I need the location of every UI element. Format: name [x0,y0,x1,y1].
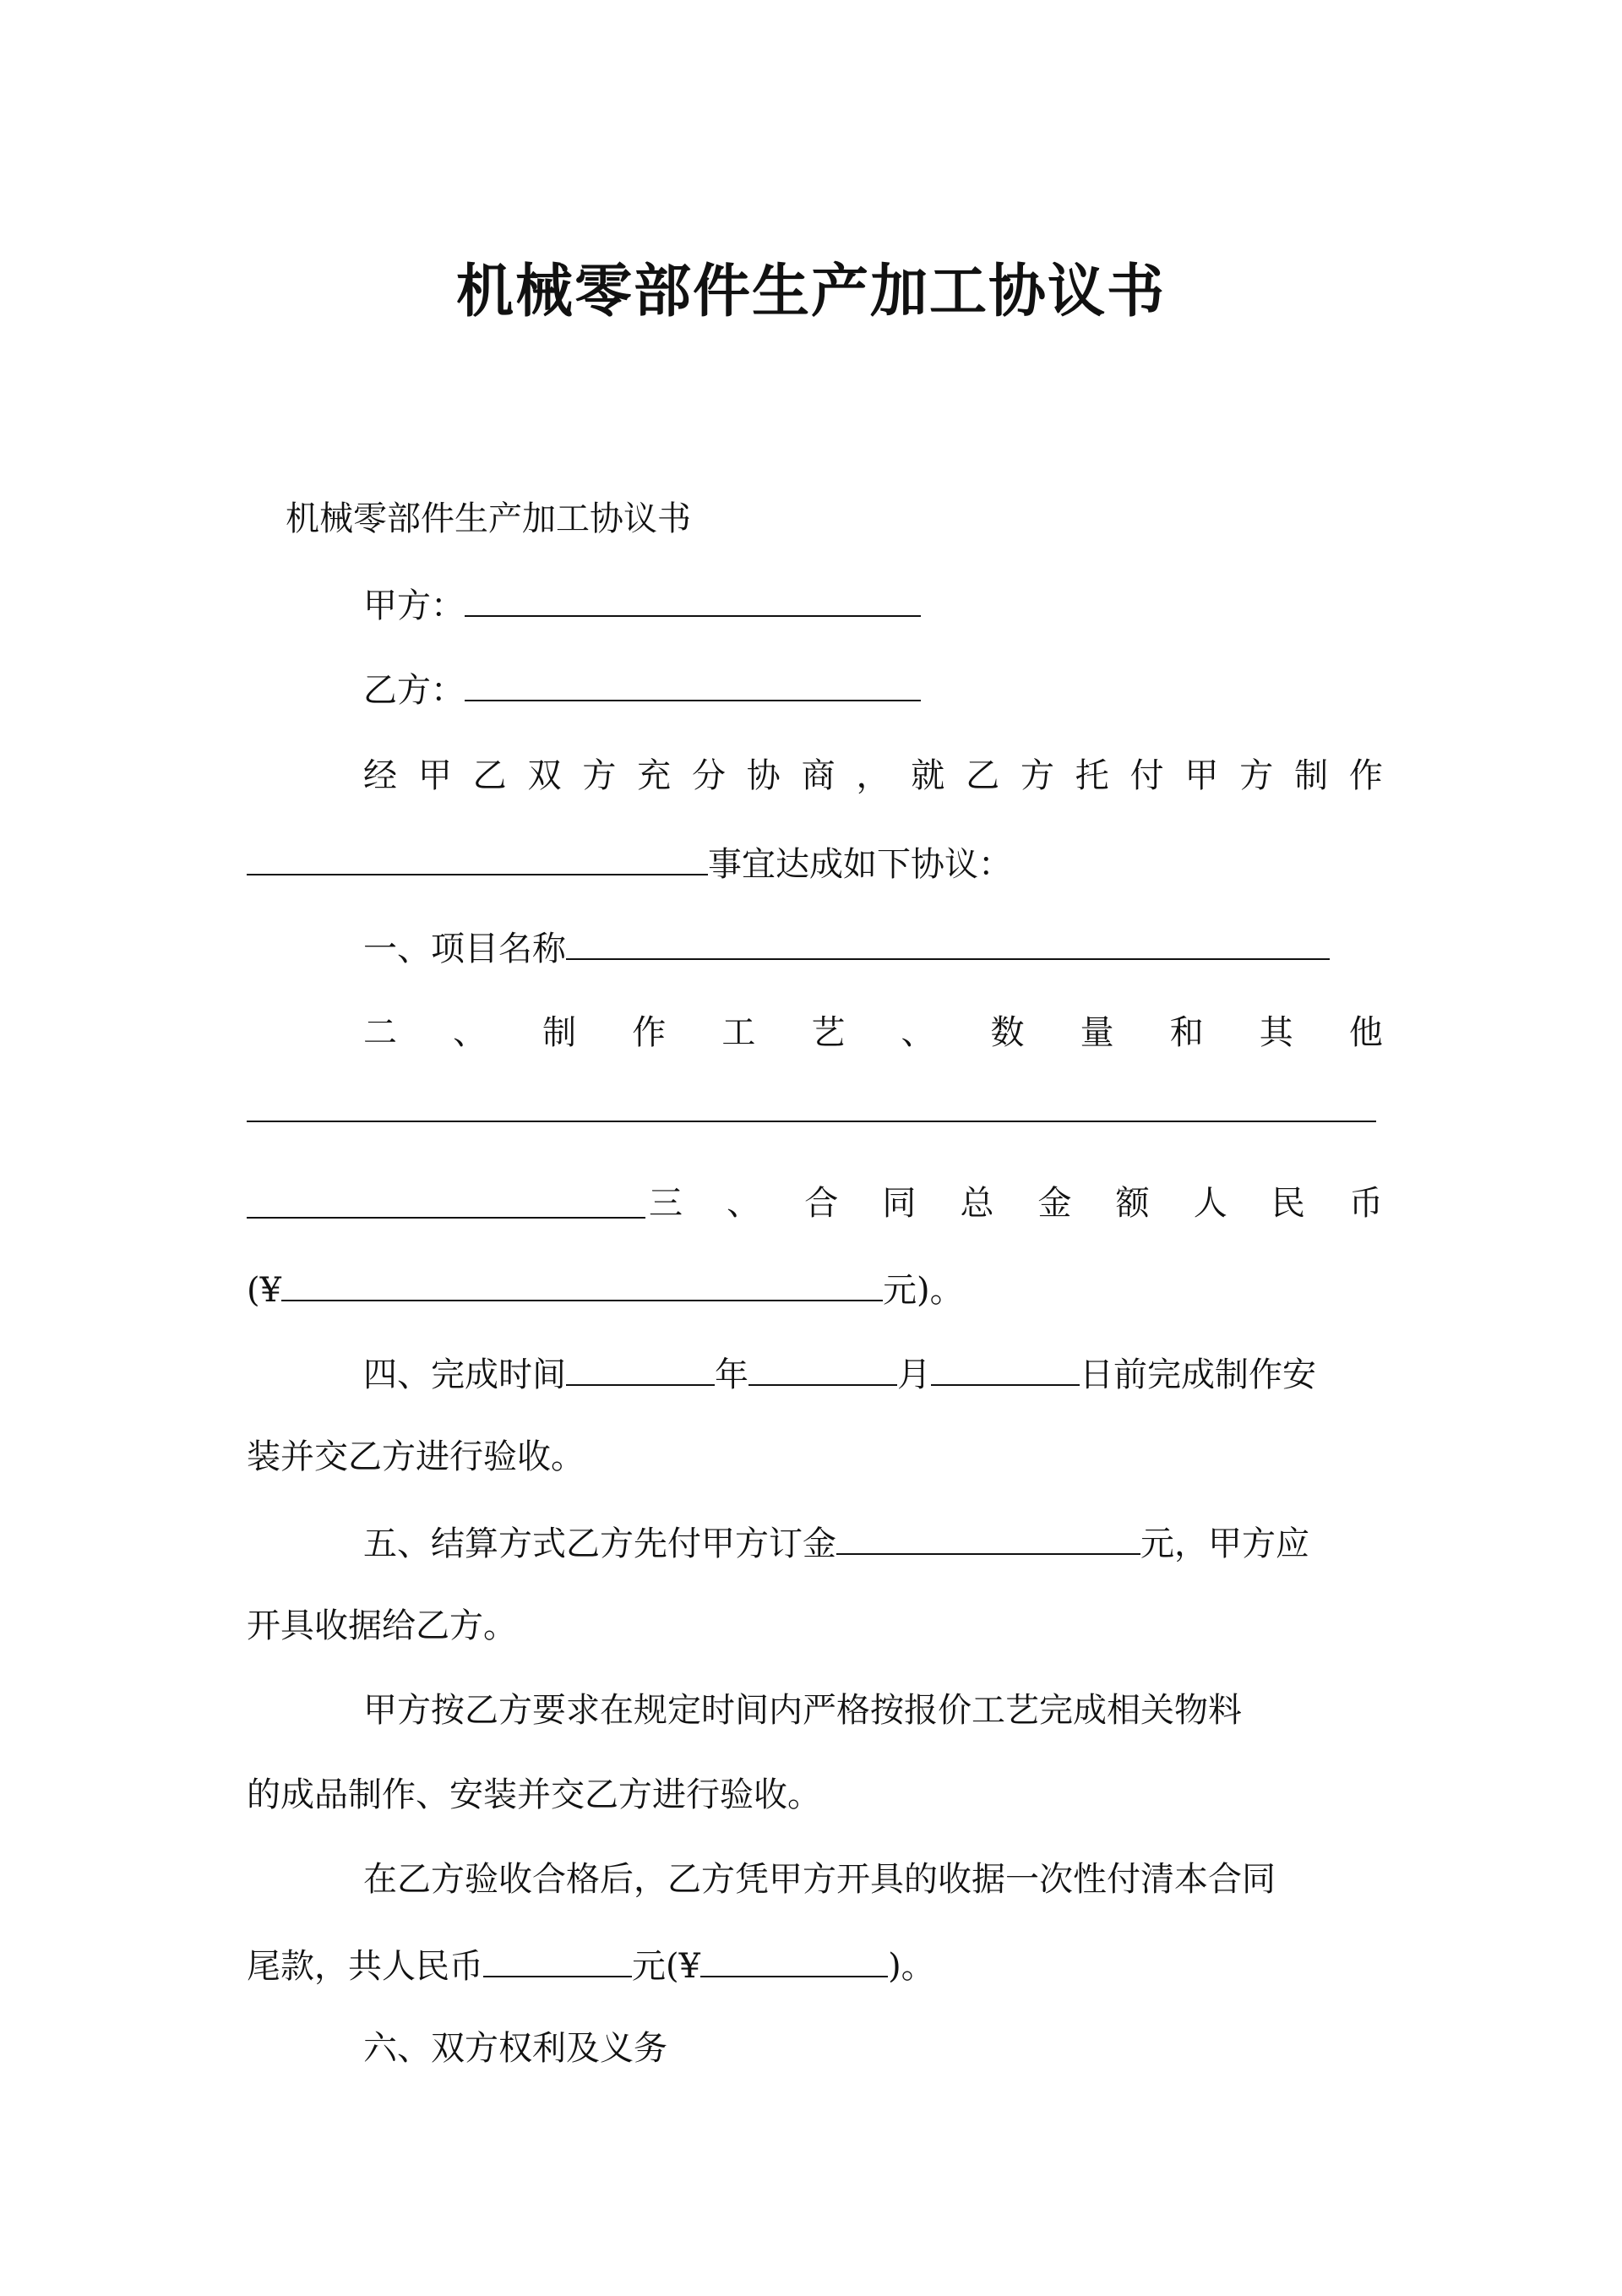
party-b-label: 乙方： [363,671,465,710]
item-3-char: 金 [1037,1184,1072,1223]
day-blank[interactable] [931,1347,1080,1386]
deposit-blank[interactable] [836,1516,1140,1555]
document-title: 机械零部件生产加工协议书 [455,258,1166,325]
intro-char: 方 [1239,756,1274,795]
item-5-end: 元，甲方应 [1140,1524,1309,1563]
item-5-line [363,1516,1309,1569]
item-5-label: 五、结算方式乙方先付甲方订金 [363,1524,836,1563]
item-2-char: 艺 [811,1013,846,1052]
item-1-line [363,921,1330,974]
item-2-char: 工 [721,1013,756,1052]
month-label: 月 [897,1355,931,1394]
party-a-label: 甲方： [363,586,465,625]
document-subtitle: 机械零部件生产加工协议书 [286,499,691,538]
item-4-continued: 装并交乙方进行验收。 [247,1437,585,1476]
item-2-char: 作 [632,1013,667,1052]
month-blank[interactable] [748,1347,897,1386]
production-item-blank[interactable] [247,837,708,875]
balance-currency-label: 元(¥ [632,1947,701,1986]
intro-char: 乙 [966,756,1000,795]
item-2-char: 二 [363,1013,397,1052]
item-3-char: 合 [804,1184,839,1223]
item-2-char: 和 [1169,1013,1204,1052]
intro-char: 方 [582,756,617,795]
intro-char: 付 [1129,756,1164,795]
item-4-label: 四、完成时间 [363,1355,566,1394]
amount-prefix: (¥ [247,1271,282,1310]
item-3-char: 币 [1348,1184,1383,1223]
item-5-continued: 开具收据给乙方。 [247,1606,517,1645]
item-2-blank-continued[interactable] [247,1217,645,1219]
year-label: 年 [715,1355,748,1394]
paragraph-b-line-2 [247,1939,935,1992]
balance-label: 尾款，共人民币 [247,1947,483,1986]
intro-char: 乙 [472,756,507,795]
item-4-end: 日前完成制作安 [1080,1355,1316,1394]
intro-char: 托 [1075,756,1109,795]
balance-end: )。 [888,1947,935,1986]
item-1-label: 一、项目名称 [363,930,566,968]
intro-char: 分 [691,756,726,795]
intro-char: 经 [363,756,397,795]
intro-char: 商 [801,756,835,795]
amount-line [247,1263,964,1316]
item-3-char: 三 [649,1184,683,1223]
item-3-char: 人 [1193,1184,1227,1223]
item-2-char: 、 [453,1013,487,1052]
party-b-line [363,663,921,716]
item-2-blank[interactable] [247,1121,1376,1122]
paragraph-a-line-2: 的成品制作、安装并交乙方进行验收。 [247,1775,821,1814]
party-a-blank[interactable] [465,578,921,617]
party-a-line [363,578,921,631]
project-name-blank[interactable] [566,921,1330,960]
intro-sentence [363,750,1383,801]
intro-char: 作 [1348,756,1383,795]
item-3-char: 同 [882,1184,917,1223]
paragraph-b-line-1: 在乙方验收合格后，乙方凭甲方开具的收据一次性付清本合同 [363,1860,1276,1899]
item-3-char: 总 [960,1184,994,1223]
item-2-char: 其 [1259,1013,1293,1052]
item-3-char: 民 [1271,1184,1305,1223]
item-6-heading: 六、双方权利及义务 [363,2029,667,2068]
total-amount-blank[interactable] [281,1263,883,1301]
item-2-char: 数 [990,1013,1025,1052]
item-3-heading [649,1178,1383,1229]
item-4-line [363,1347,1316,1400]
item-3-char: 、 [727,1184,761,1223]
intro-char: ， [856,756,890,795]
intro-char: 甲 [417,756,452,795]
paragraph-a-line-1: 甲方按乙方要求在规定时间内严格按报价工艺完成相关物料 [363,1691,1242,1730]
intro-continued [247,837,1012,890]
intro-char: 双 [527,756,562,795]
item-2-char: 他 [1348,1013,1383,1052]
intro-char: 方 [1020,756,1054,795]
item-2-heading [363,1007,1383,1058]
item-2-char: 量 [1080,1013,1114,1052]
item-2-char: 、 [901,1013,935,1052]
intro-end-text: 事宜达成如下协议： [708,845,1012,884]
amount-suffix: 元)。 [883,1271,964,1310]
intro-char: 协 [746,756,781,795]
party-b-blank[interactable] [465,663,921,701]
item-2-char: 制 [542,1013,577,1052]
balance-figure-blank[interactable] [700,1939,888,1977]
year-blank[interactable] [566,1347,715,1386]
item-3-char: 额 [1115,1184,1150,1223]
intro-char: 制 [1294,756,1329,795]
intro-char: 甲 [1184,756,1219,795]
intro-char: 充 [637,756,672,795]
intro-char: 就 [911,756,945,795]
balance-amount-blank[interactable] [483,1939,632,1977]
